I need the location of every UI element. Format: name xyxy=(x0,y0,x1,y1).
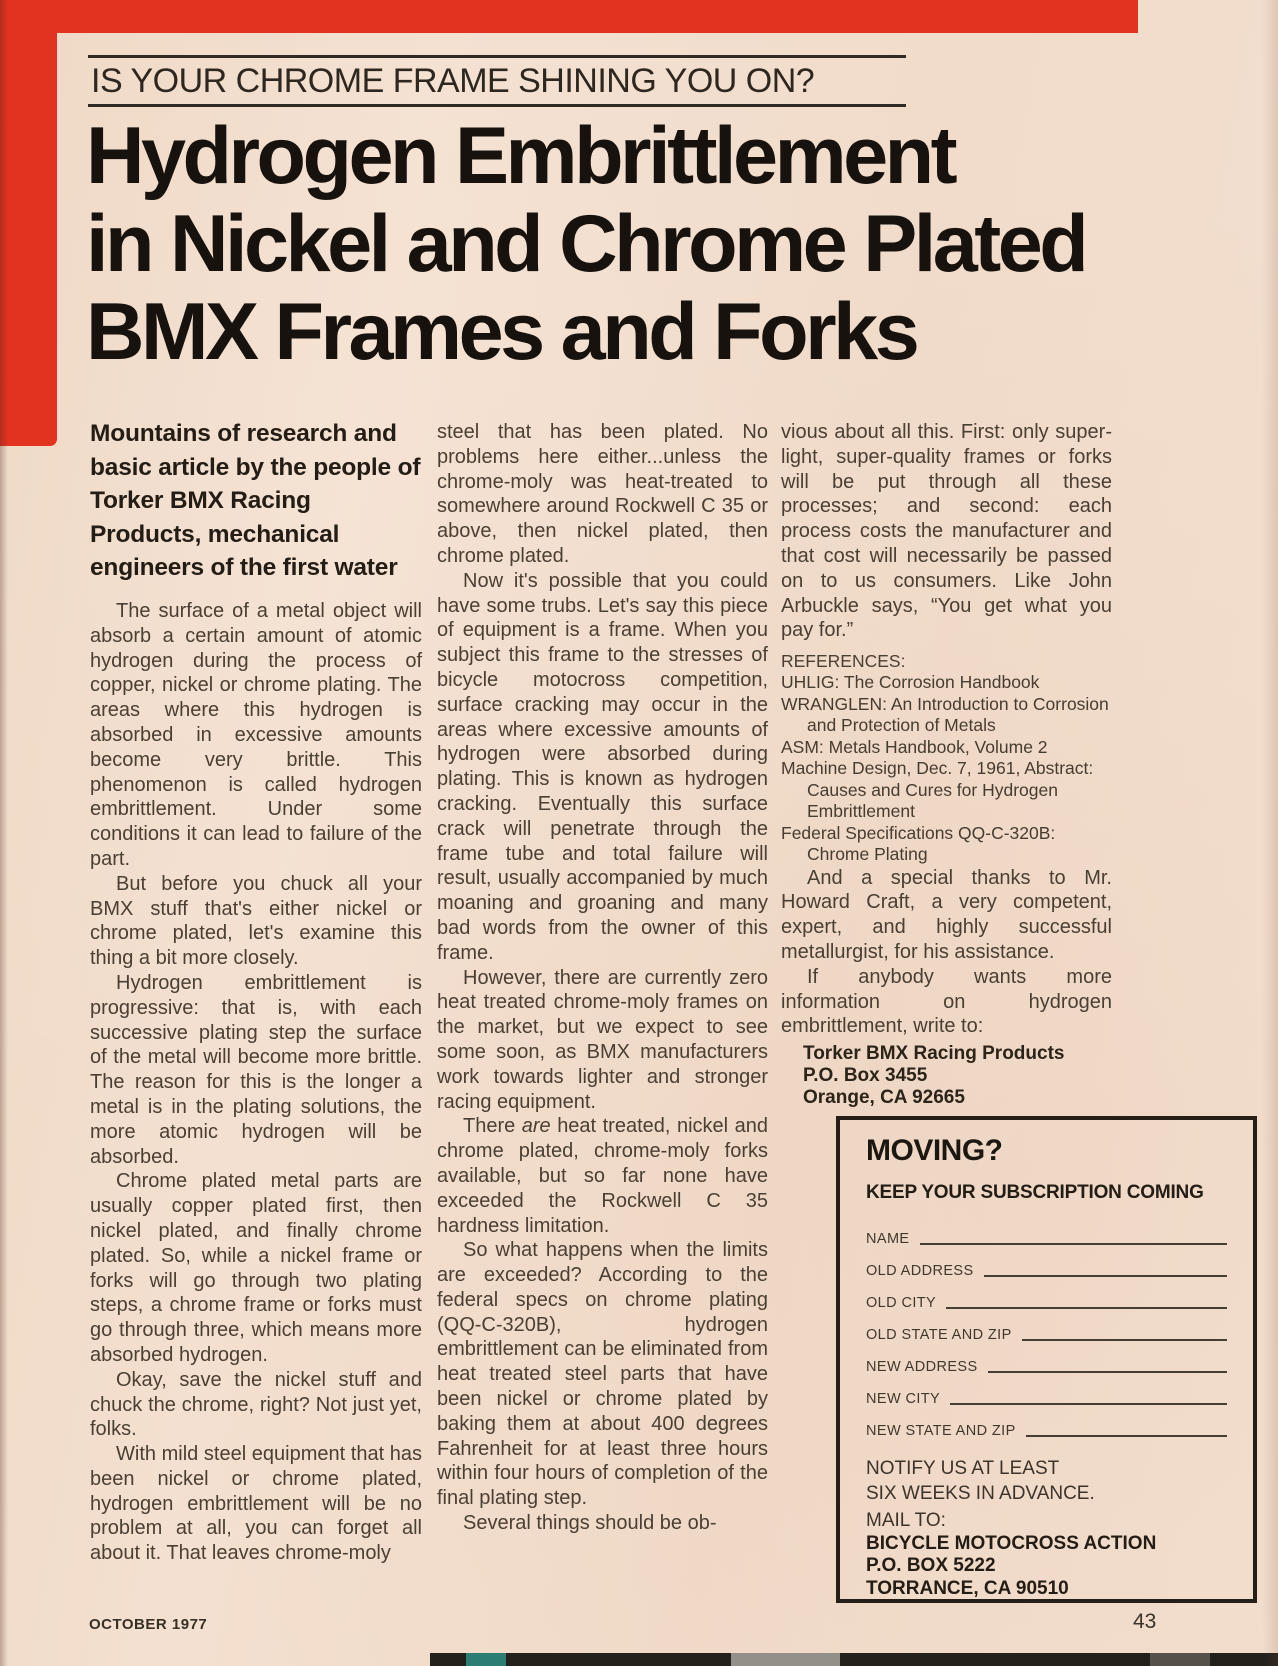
paragraph: So what happens when the limits are exceeded? According to the federal specs on chrome plating (QQ-C-320B), hydrogen embrittlement can be eliminated from heat treated steel parts that have been nickel or chrome plated by baking them at about 400 degrees Fahrenheit for at least three hours within four hours of completion of the final plating step. xyxy=(437,1239,768,1510)
footer-date: OCTOBER 1977 xyxy=(89,1616,208,1633)
form-label: NEW ADDRESS xyxy=(866,1359,978,1375)
reference-item: Machine Design, Dec. 7, 1961, Abstract: Causes and Cures for Hydrogen Embrittlement xyxy=(781,758,1094,822)
notify-line: NOTIFY US AT LEAST xyxy=(866,1458,1060,1479)
reference-item: UHLIG: The Corrosion Handbook xyxy=(781,672,1040,693)
paragraph: Hydrogen embrittlement is progressive: that is, with each successive plating step the surface of the metal will become more brittle. The reason for this is the longer a metal is in the plating solutions, the more atomic hydrogen will be absorbed. xyxy=(90,971,422,1168)
strapline-rule-top xyxy=(88,55,906,58)
column-2 xyxy=(437,420,768,1536)
form-label: NAME xyxy=(866,1231,910,1247)
form-row xyxy=(866,1316,1227,1348)
red-left-edge-bar xyxy=(0,0,57,446)
intro-deck: Mountains of research and basic article by the people of Torker BMX Racing Products, mechanical engineers of the first water xyxy=(90,420,421,582)
form-label: NEW CITY xyxy=(866,1391,941,1407)
reference-item: ASM: Metals Handbook, Volume 2 xyxy=(781,736,1048,757)
form-label: OLD CITY xyxy=(866,1295,937,1311)
bottom-strip-teal-segment xyxy=(466,1653,506,1666)
footer-page-number: 43 xyxy=(1133,1610,1157,1633)
mail-to-city: TORRANCE, CA 90510 xyxy=(866,1577,1069,1599)
paragraph: The surface of a metal object will absorb a certain amount of atomic hydrogen during the process of copper, nickel or chrome plating. The areas where this hydrogen is absorbed in excessive amounts become very brittle. This phenomenon is called hydrogen embrittlement. Under some conditions it can lead to failure of the part. xyxy=(90,600,422,870)
article-headline xyxy=(86,112,1206,376)
address-line: P.O. Box 3455 xyxy=(803,1065,928,1087)
headline-line-1: Hydrogen Embrittlement xyxy=(86,111,955,201)
paragraph: With mild steel equipment that has been nickel or chrome plated, hydrogen embrittlement will be no problem at all, you can forget all about it. That leaves chrome-moly xyxy=(90,1443,422,1565)
bottom-strip-gray-segment xyxy=(1150,1653,1210,1666)
reference-item: Federal Specifications QQ-C-320B: Chrome Plating xyxy=(781,822,1056,865)
paragraph: Several things should be ob- xyxy=(463,1512,717,1535)
paragraph-text: heat treated, nickel and chrome plated, chrome-moly forks available, but so far none have exceeded the Rockwell C 35 hardness limitation. xyxy=(437,1115,768,1237)
form-row xyxy=(866,1284,1227,1316)
paragraph: steel that has been plated. No problems here either...unless the chrome-moly was heat-treated to somewhere around Rockwell C 35 or above, then nickel plated, then chrome plated. xyxy=(437,421,768,567)
form-label: OLD STATE AND ZIP xyxy=(866,1327,1012,1343)
reference-item: WRANGLEN: An Introduction to Corrosion and Protection of Metals xyxy=(781,693,1109,736)
mail-to-name: BICYCLE MOTOCROSS ACTION xyxy=(866,1532,1157,1554)
form-blank-line xyxy=(946,1307,1227,1309)
bottom-strip-gray-segment xyxy=(731,1653,840,1666)
form-blank-line xyxy=(984,1275,1227,1277)
paragraph-text: There xyxy=(463,1115,522,1138)
left-edge-shadow xyxy=(0,0,8,1666)
paragraph xyxy=(437,1114,768,1238)
form-row xyxy=(866,1348,1227,1380)
form-blank-line xyxy=(950,1403,1227,1405)
paragraph: However, there are currently zero heat treated chrome-moly frames on the market, but we expect to see some soon, as BMX manufacturers work towards lighter and stronger racing equipment. xyxy=(437,966,768,1113)
form-label: OLD ADDRESS xyxy=(866,1263,974,1279)
paragraph: If anybody wants more information on hydrogen embrittlement, write to: xyxy=(781,965,1112,1038)
address-line: Orange, CA 92665 xyxy=(803,1087,965,1109)
headline-line-3: BMX Frames and Forks xyxy=(86,287,917,377)
address-line: Torker BMX Racing Products xyxy=(803,1043,1065,1065)
strapline: IS YOUR CHROME FRAME SHINING YOU ON? xyxy=(91,62,815,100)
mail-to-po-box: P.O. BOX 5222 xyxy=(866,1555,996,1576)
headline-line-2: in Nickel and Chrome Plated xyxy=(86,199,1086,289)
form-blank-line xyxy=(988,1371,1227,1373)
column-1 xyxy=(90,599,422,1566)
form-row xyxy=(866,1252,1227,1284)
paragraph: And a special thanks to Mr. Howard Craft, a very competent, expert, and highly successful metallurgist, for his assistance. xyxy=(781,866,1112,964)
coupon-form xyxy=(866,1220,1227,1444)
emphasized-word: are xyxy=(521,1115,551,1138)
moving-coupon-box xyxy=(836,1116,1257,1603)
write-to-address xyxy=(803,1043,1112,1109)
right-edge-shadow xyxy=(1262,0,1278,1666)
coupon-subtitle: KEEP YOUR SUBSCRIPTION COMING xyxy=(866,1182,1204,1203)
paragraph: Okay, save the nickel stuff and chuck the chrome, right? Not just yet, folks. xyxy=(90,1368,422,1441)
form-row xyxy=(866,1380,1227,1412)
form-blank-line xyxy=(920,1243,1228,1245)
paragraph: Chrome plated metal parts are usually copper plated first, then nickel plated, and finally chrome plated. So, while a nickel frame or forks will go through two plating steps, a chrome frame or forks must go through three, which means more absorbed hydrogen. xyxy=(90,1170,422,1366)
form-row xyxy=(866,1220,1227,1252)
paragraph: vious about all this. First: only super-light, super-quality frames or forks will be put through all these processes; and second: each process costs the manufacturer and that cost will necessarily be passed on to us consumers. Like John Arbuckle says, “You get what you pay for.” xyxy=(781,421,1112,642)
mail-to-label: MAIL TO: xyxy=(866,1510,946,1531)
paragraph: But before you chuck all your BMX stuff that's either nickel or chrome plated, let's examine this thing a bit more closely. xyxy=(90,872,422,970)
form-blank-line xyxy=(1026,1435,1227,1437)
strapline-rule-bottom xyxy=(88,104,906,107)
mail-to-block xyxy=(866,1510,1156,1600)
references-heading: REFERENCES: xyxy=(781,651,906,672)
notify-line: SIX WEEKS IN ADVANCE. xyxy=(866,1483,1095,1504)
notify-text xyxy=(866,1456,1095,1506)
column-3 xyxy=(781,420,1112,1109)
form-label: NEW STATE AND ZIP xyxy=(866,1423,1016,1439)
form-row xyxy=(866,1412,1227,1444)
paragraph: Now it's possible that you could have some trubs. Let's say this piece of equipment is a frame. When you subject this frame to the stresses of bicycle motocross competition, surface cracking may occur in the areas where excessive amounts of hydrogen were absorbed during plating. This is known as hydrogen cracking. Eventually this surface crack will penetrate through the frame tube and total failure will result, usually accompanied by much moaning and groaning and many bad words from the owner of this frame. xyxy=(437,569,768,964)
red-top-edge-bar xyxy=(24,0,1138,33)
coupon-title: MOVING? xyxy=(866,1134,1003,1167)
form-blank-line xyxy=(1022,1339,1227,1341)
